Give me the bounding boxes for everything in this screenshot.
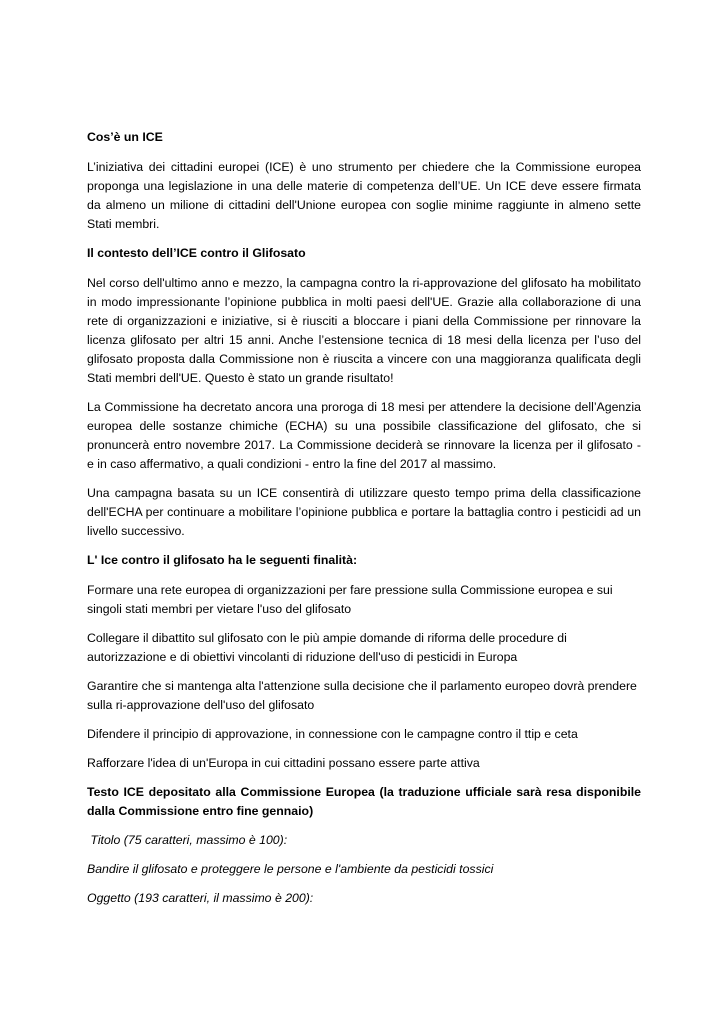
title-text: Bandire il glifosato e proteggere le persone e l'ambiente da pesticidi tossici <box>87 862 494 876</box>
paragraph-ice-definition: L’iniziativa dei cittadini europei (ICE) è uno strumento per chiedere che la Commissione europea proponga una legislazione in una delle materie di competenza dell’UE. Un ICE deve essere firmata da almeno un milione di cittadini dell'Unione europea con soglie minime raggiunte in almeno sette Stati membri. <box>87 160 641 231</box>
paragraph-campaign: Nel corso dell'ultimo anno e mezzo, la campagna contro la ri-approvazione del glifosato ha mobilitato in modo impressionante l’opinione pubblica in molti paesi dell'UE. Grazie alla collaborazione di una rete di organizzazioni e iniziative, si è riusciti a bloccare i piani della Commissione per rinnovare la licenza glifosato per altri 15 anni. Anche l’estensione tecnica di 18 mesi della licenza per l’uso del glifosato proposta dalla Commissione non è riuscita a vincere con una maggioranza qualificata degli Stati membri dell'UE. Questo è stato un grande risultato! <box>87 276 641 385</box>
heading-what-is-ice: Cos’è un ICE <box>87 130 163 144</box>
goal-item: Difendere il principio di approvazione, in connessione con le campagne contro il ttip e ceta <box>87 727 578 741</box>
goal-item: Garantire che si mantenga alta l'attenzione sulla decisione che il parlamento europeo dovrà prendere sulla ri-approvazione dell'uso del glifosato <box>87 679 637 712</box>
goal-item: Collegare il dibattito sul glifosato con le più ampie domande di riforma delle procedure di autorizzazione e di obiettivi vincolanti di riduzione dell'uso di pesticidi in Europa <box>87 631 567 664</box>
subject-label: Oggetto (193 caratteri, il massimo è 200): <box>87 891 314 905</box>
document-page <box>87 128 641 918</box>
title-label: Titolo (75 caratteri, massimo è 100): <box>87 833 288 847</box>
heading-ice-text: Testo ICE depositato alla Commissione Europea (la traduzione ufficiale sarà resa disponibile dalla Commissione entro fine gennaio) <box>87 785 641 818</box>
paragraph-commission-extension: La Commissione ha decretato ancora una proroga di 18 mesi per attendere la decisione dell’Agenzia europea delle sostanze chimiche (ECHA) su una possibile classificazione del glifosato, che si pronuncerà entro novembre 2017. La Commissione deciderà se rinnovare la licenza per il glifosato - e in caso affermativo, a quali condizioni - entro la fine del 2017 al massimo. <box>87 400 641 471</box>
goal-item: Formare una rete europea di organizzazioni per fare pressione sulla Commissione europea e sui singoli stati membri per vietare l'uso del glifosato <box>87 583 613 616</box>
heading-goals: L' Ice contro il glifosato ha le seguenti finalità: <box>87 553 358 567</box>
goal-item: Rafforzare l'idea di un'Europa in cui cittadini possano essere parte attiva <box>87 756 480 770</box>
heading-context: Il contesto dell’ICE contro il Glifosato <box>87 246 306 260</box>
paragraph-ice-campaign: Una campagna basata su un ICE consentirà di utilizzare questo tempo prima della classificazione dell'ECHA per continuare a mobilitare l’opinione pubblica e portare la battaglia contro i pesticidi ad un livello successivo. <box>87 486 641 538</box>
